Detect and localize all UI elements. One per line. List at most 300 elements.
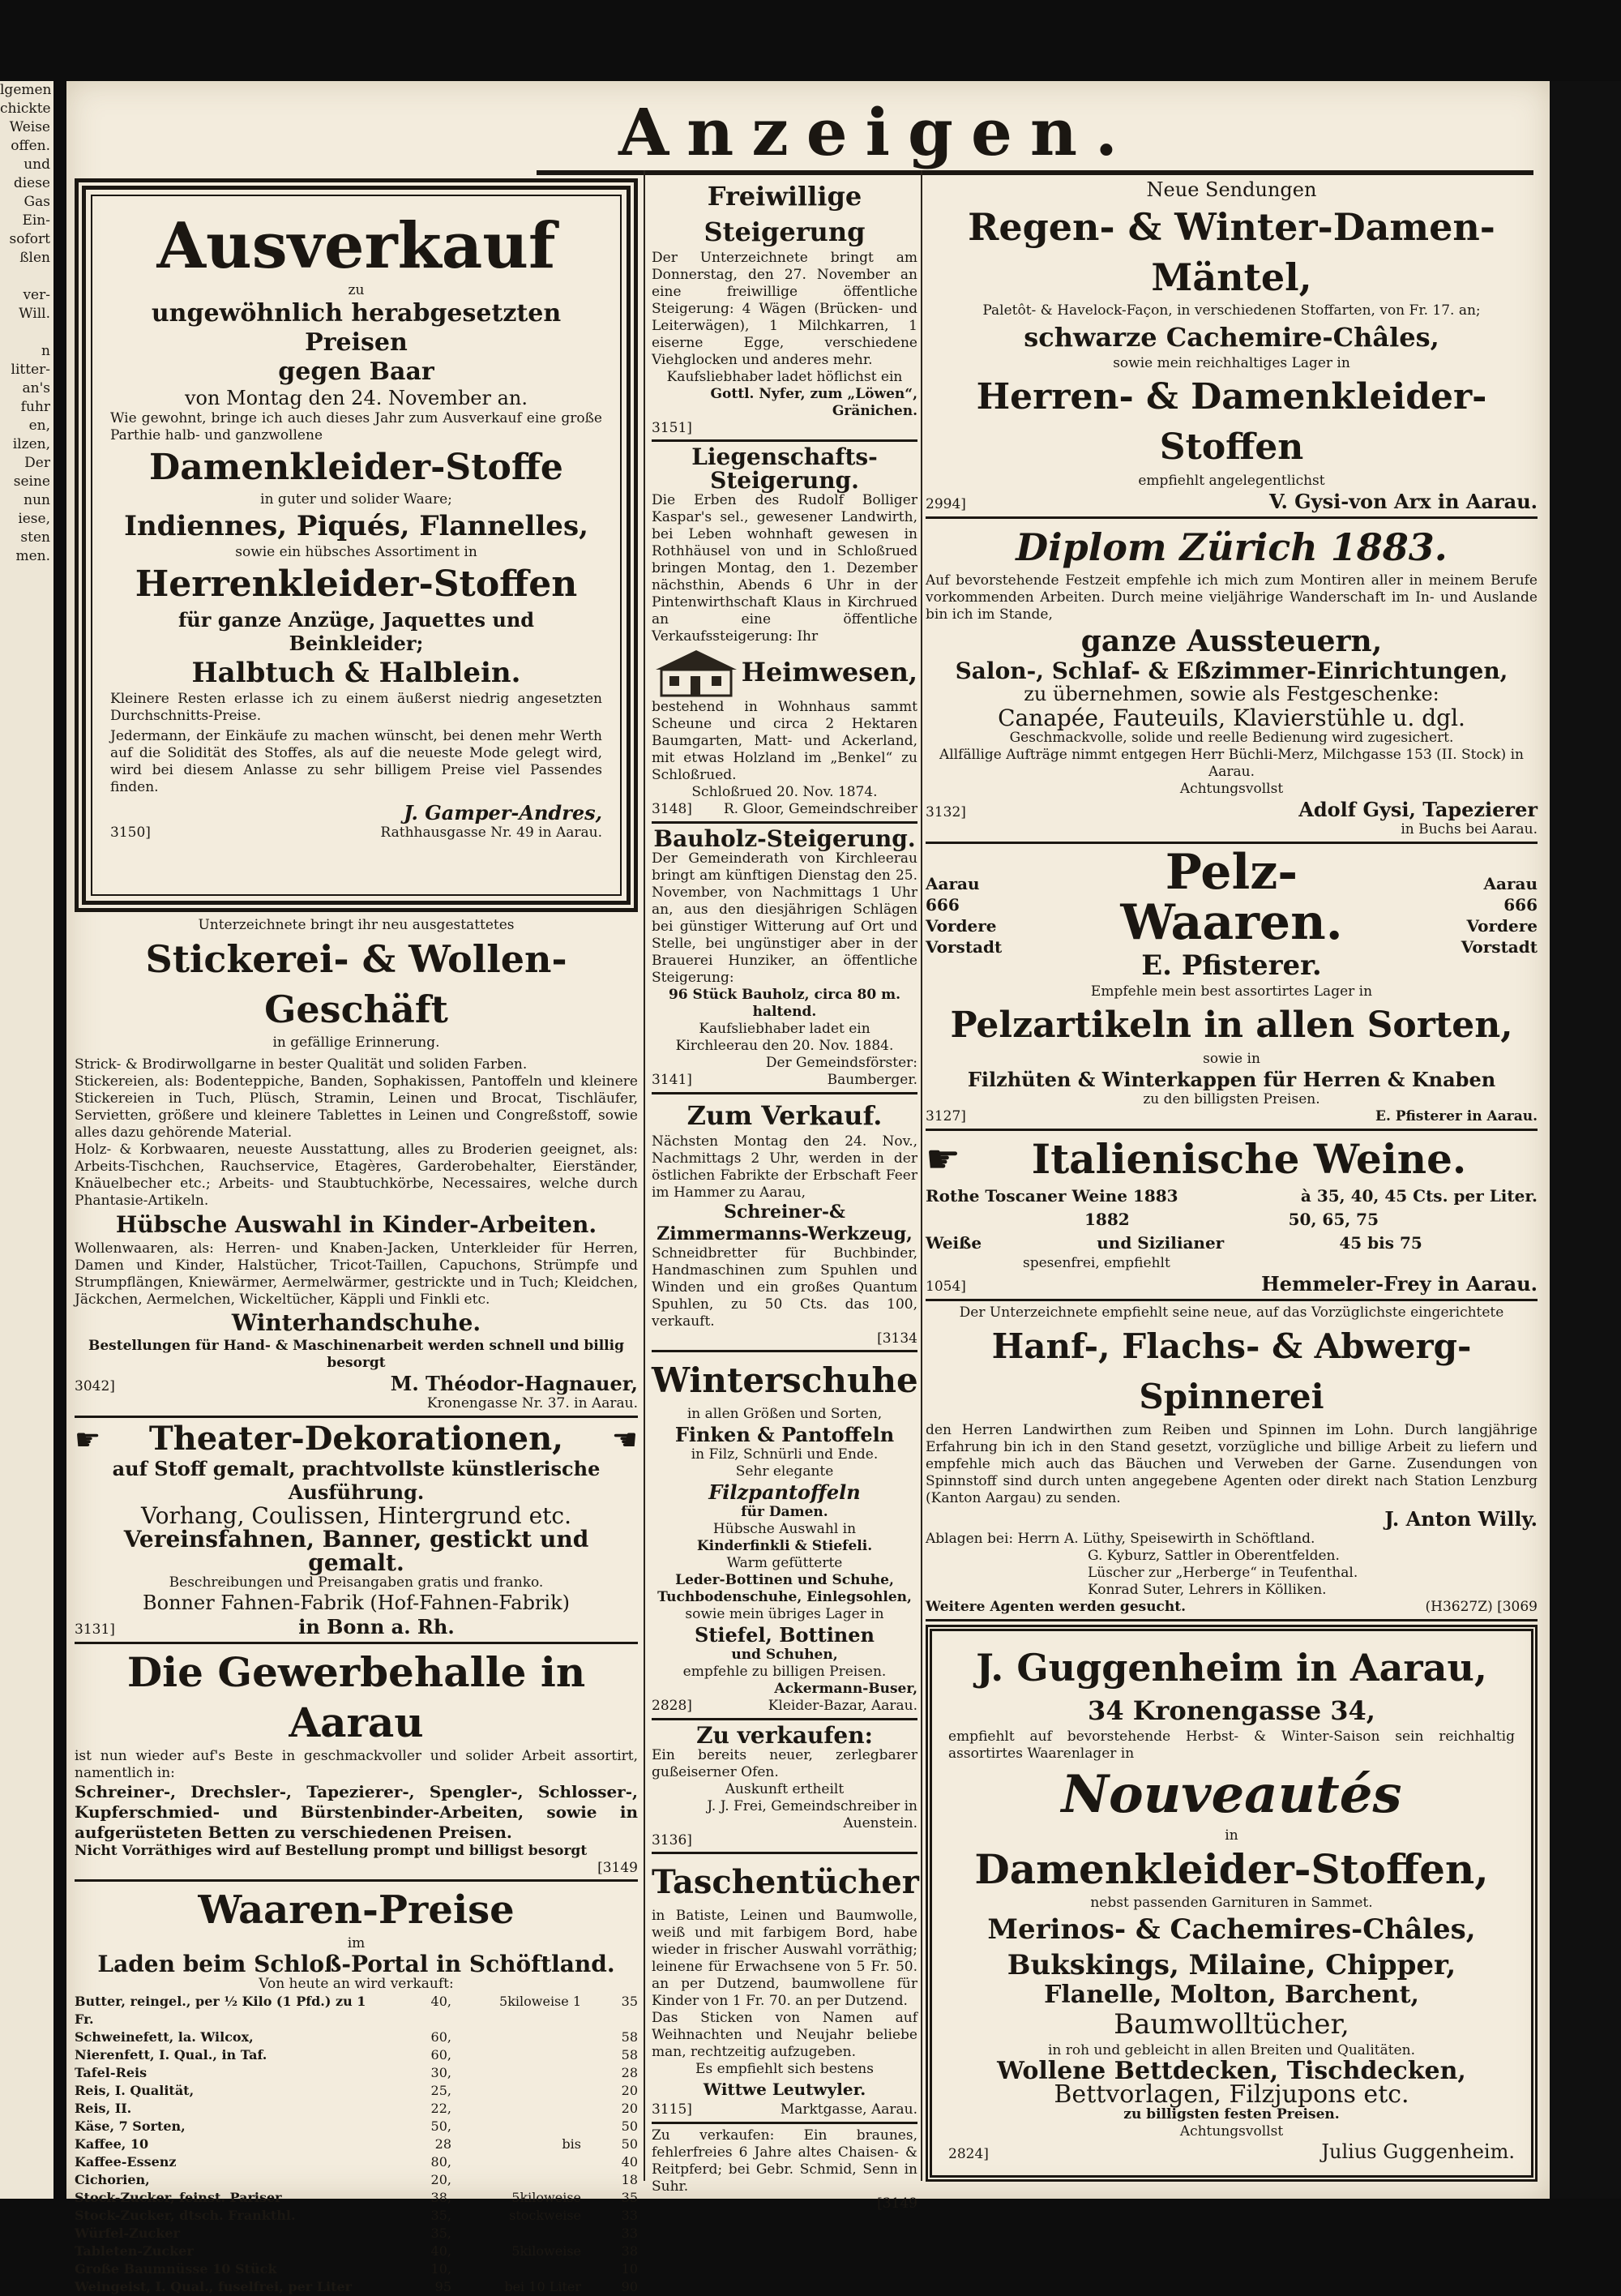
strip-text xyxy=(0,864,53,883)
ad-heading: 34 Kronengasse 34, xyxy=(1088,1695,1375,1726)
ad-text: bestehend in Wohnhaus sammt Scheune und circa 2 Hektaren Baumgarten, Matt- und Ackerland, mit etwas Holzland im „Benkel“ zu Schloßrued. xyxy=(652,699,917,783)
ad-text: nebst passenden Garnituren in Sammet. xyxy=(1090,1895,1373,1911)
price-row xyxy=(75,2278,638,2296)
ad-text: G. Kyburz, Sattler in Oberentfelden. xyxy=(1088,1548,1340,1564)
price-row xyxy=(75,2082,638,2100)
strip-text: iese, xyxy=(18,511,50,527)
price-cell: stockweise xyxy=(509,2208,581,2223)
price-cell: 95 xyxy=(434,2279,451,2294)
price-list xyxy=(75,1993,638,2296)
ad-text: Neue Sendungen xyxy=(1146,178,1317,201)
ad-text: und Schuhen, xyxy=(731,1647,838,1663)
ad-text: Aarau xyxy=(1483,874,1538,893)
strip-text: fuhr xyxy=(20,399,50,415)
strip-text xyxy=(0,790,53,808)
ad-text: Nächsten Montag den 24. Nov., Nachmittags 2 Uhr, werden in der östlichen Fabrikte der Erbschaft Feer im Hammer zu Aarau, xyxy=(652,1133,917,1201)
ad-pelz-waaren xyxy=(926,844,1538,1125)
strip-text: en, xyxy=(28,418,50,434)
ad-signature: J. Gamper-Andres, xyxy=(404,801,602,825)
ad-title: Diplom Zürich 1883. xyxy=(1016,525,1448,569)
ad-number: [3149 xyxy=(597,1860,638,1876)
price-cell: 28 xyxy=(621,2065,638,2080)
ad-text: Leder-Bottinen und Schuhe, xyxy=(675,1572,894,1588)
price-cell: 60, xyxy=(430,2029,451,2045)
ad-separator xyxy=(75,1642,638,1644)
price-cell: 35, xyxy=(430,2225,451,2241)
ad-text: in guter und solider Waare; xyxy=(260,491,452,508)
ad-heading: Herrenkleider-Stoffen xyxy=(135,563,578,605)
price-cell: Butter, reingel., per ½ Kilo (1 Pfd.) zu 1 Fr. xyxy=(75,1994,366,2027)
ad-heading: ganze Aussteuern, xyxy=(1080,624,1383,658)
strip-text: und xyxy=(24,156,50,173)
price-row xyxy=(75,2260,638,2278)
strip-text: Ein- xyxy=(22,212,50,229)
strip-text xyxy=(0,1480,53,1498)
ad-ausverkauf xyxy=(75,178,638,912)
strip-text xyxy=(0,1163,53,1181)
strip-text: chickte xyxy=(0,101,51,117)
price-cell: Nierenfett, I. Qual., in Taf. xyxy=(75,2047,267,2063)
ad-text: empfehle zu billigen Preisen. xyxy=(682,1664,887,1680)
ad-signature: Hemmeler-Frey in Aarau. xyxy=(1261,1272,1538,1296)
strip-text xyxy=(0,1554,53,1573)
price-cell: 90 xyxy=(621,2279,638,2294)
strip-text xyxy=(0,846,53,864)
ad-signature: Julius Guggenheim. xyxy=(1321,2140,1515,2163)
ad-signature: Ackermann-Buser, xyxy=(774,1681,917,1697)
strip-text xyxy=(0,827,53,846)
ad-text: zu den billigsten Preisen. xyxy=(1143,1091,1320,1107)
price-cell: bei 10 Liter xyxy=(504,2279,581,2294)
ad-number: 3042] xyxy=(75,1378,115,1394)
strip-text: ßlen xyxy=(19,250,50,266)
strip-text: Gas xyxy=(24,194,50,210)
ad-text: Zu verkaufen: Ein braunes, fehlerfreies 6 Jahre altes Chaisen- & Reitpferd; bei Gebr. Schmid, Senn in Suhr. xyxy=(652,2127,917,2195)
price-cell: Käse, 7 Sorten, xyxy=(75,2118,186,2134)
ad-signature: M. Théodor-Hagnauer, xyxy=(390,1372,638,1395)
strip-text: ver- xyxy=(23,287,50,303)
ad-text: Auf bevorstehende Festzeit empfehle ich mich zum Montiren aller in meinem Berufe vorkommenden Arbeiten. Durch meine vieljährige Wanderschaft im In- und Auslande bin ich im Stande, xyxy=(926,572,1538,623)
ad-signature: J. Anton Willy. xyxy=(1384,1507,1538,1531)
ad-text: Jedermann, der Einkäufe zu machen wünscht, bei denen mehr Werth auf die Solidität des Stoffes, als auf die neueste Mode gelegt wird, wird bei diesem Anlasse zu sehr billigem Preise viel Passendes finden. xyxy=(110,728,602,795)
strip-text xyxy=(0,1219,53,1237)
ad-freiwillige-steigerung xyxy=(652,178,917,436)
ad-separator xyxy=(926,1129,1538,1131)
price-cell: 18 xyxy=(621,2172,638,2187)
ad-separator xyxy=(926,1299,1538,1301)
ad-text: Wollenwaaren, als: Herren- und Knaben-Jacken, Unterkleider für Herren, Damen und Kinder, Halstücher, Tricot-Taillen, Capuchons, Strümpfe und Strumpflängen, Kniewärmer, Aermelwärmer, gestrickte und in Tuch; Kleidchen, Jäckchen, Aermelchen, Wickeltücher, Käppli und Finkli etc. xyxy=(75,1240,638,1308)
ad-heading: Laden beim Schloß-Portal in Schöftland. xyxy=(97,1951,615,1977)
ad-text: Kaufsliebhaber ladet ein xyxy=(699,1021,870,1037)
ad-text: Nicht Vorräthiges wird auf Bestellung prompt und billigst besorgt xyxy=(75,1843,588,1859)
price-cell: 40, xyxy=(430,2243,451,2259)
column-rule xyxy=(921,170,922,2181)
price-cell xyxy=(451,2118,581,2135)
ad-title: Taschentücher xyxy=(652,1863,919,1901)
price-cell: Würfel-Zucker xyxy=(75,2225,180,2241)
price-row xyxy=(75,2046,638,2064)
ad-stickerei xyxy=(75,917,638,1412)
price-row xyxy=(75,2118,638,2135)
ad-title: Zum Verkauf. xyxy=(686,1100,883,1131)
ad-text: Kaufsliebhaber ladet höflichst ein xyxy=(666,369,903,385)
strip-text: diese xyxy=(13,175,50,191)
ad-heading: Filzpantoffeln xyxy=(708,1480,861,1504)
price-cell: 33 xyxy=(621,2208,638,2223)
price-cell: 10, xyxy=(430,2261,451,2277)
strip-text xyxy=(0,1424,53,1442)
ad-text: empfiehlt angelegentlichst xyxy=(1138,473,1325,489)
newspaper-page xyxy=(66,81,1550,2294)
price-cell: 5kiloweise 1 xyxy=(499,1994,581,2009)
ad-separator xyxy=(652,1852,917,1854)
price-cell: Große Baumnüsse 10 Stück xyxy=(75,2261,277,2277)
price-cell: 5kiloweise xyxy=(511,2243,581,2259)
ad-heading: E. Pfisterer. xyxy=(1141,949,1322,982)
price-cell: 50 xyxy=(621,2118,638,2134)
ad-number: 3150] xyxy=(110,825,151,841)
ad-title: Liegenschafts-Steigerung. xyxy=(691,443,878,494)
ad-text: Hübsche Auswahl in xyxy=(712,1521,857,1537)
price-cell: 35 xyxy=(621,2190,638,2205)
strip-text xyxy=(0,1107,53,1125)
price-row xyxy=(75,2171,638,2189)
price-cell: 30, xyxy=(430,2065,451,2080)
price-cell: 33 xyxy=(621,2225,638,2241)
price-cell xyxy=(451,2171,581,2189)
ad-text: Der Gemeinderath von Kirchleerau bringt am künftigen Dienstag den 25. November, von Nachmittags 1 Uhr an, aus den diesjährigen Schlägen bei günstiger Witterung auf Ort und Stelle, bei ungünstiger aber in der Brauerei Hunziker, an öffentliche Steigerung: xyxy=(652,850,917,986)
strip-text xyxy=(0,1293,53,1312)
ad-number: (H3627Z) [3069 xyxy=(1425,1599,1538,1615)
price-cell: 40, xyxy=(430,1994,451,2009)
price-row xyxy=(75,2135,638,2153)
strip-text: Will. xyxy=(19,306,50,322)
price-cell: Kaffee, 10 xyxy=(75,2136,149,2152)
price-cell: Tafel-Reis xyxy=(75,2065,148,2080)
ad-separator xyxy=(652,2122,917,2124)
strip-text xyxy=(0,640,53,659)
price-cell: Stock-Zucker, feinst. Pariser xyxy=(75,2190,282,2205)
price-cell: Kaffee-Essenz xyxy=(75,2154,177,2170)
price-cell: Reis, I. Qualität, xyxy=(75,2083,195,2098)
strip-text: offen. xyxy=(11,138,50,154)
ad-text: Kleinere Resten erlasse ich zu einem äußerst niedrig angesetzten Durchschnitts-Preise. xyxy=(110,691,602,724)
ad-text: in gefällige Erinnerung. xyxy=(272,1034,440,1051)
column-1 xyxy=(75,178,638,2296)
ad-text: Rothe Toscaner Weine 1883 xyxy=(926,1186,1178,1206)
price-row xyxy=(75,2189,638,2207)
ad-diplom-zuerich xyxy=(926,522,1538,838)
strip-text xyxy=(0,268,53,286)
strip-text xyxy=(0,771,53,790)
strip-text xyxy=(0,1144,53,1163)
ad-text: Tuchbodenschuhe, Einlegsohlen, xyxy=(657,1589,912,1605)
ad-number: 3151] xyxy=(652,420,692,436)
ad-signature: Gottl. Nyfer, zum „Löwen“, Gränichen. xyxy=(710,386,917,419)
ad-text: Bestellungen für Hand- & Maschinenarbeit werden schnell und billig besorgt xyxy=(88,1338,624,1371)
ad-text: Vorhang, Coulissen, Hintergrund etc. xyxy=(141,1502,571,1529)
ad-separator xyxy=(652,1718,917,1720)
ad-heading: Filzhüten & Winterkappen für Herren & Knaben xyxy=(967,1068,1496,1091)
strip-text xyxy=(0,752,53,771)
ad-heading: Flanelle, Molton, Barchent, xyxy=(1044,1981,1419,2009)
ad-text: Ablagen bei: Herrn A. Lüthy, Speisewirth in Schöftland. xyxy=(926,1531,1315,1547)
strip-text xyxy=(0,1181,53,1200)
price-cell: 80, xyxy=(430,2154,451,2170)
ad-signature: V. Gysi-von Arx in Aarau. xyxy=(1269,490,1538,513)
ad-title: Winterschuhe xyxy=(652,1360,918,1400)
strip-text xyxy=(0,659,53,678)
price-cell: 60, xyxy=(430,2047,451,2063)
strip-text xyxy=(0,920,53,939)
ad-text: Schloßrued 20. Nov. 1874. xyxy=(691,784,878,800)
strip-text xyxy=(0,957,53,976)
ad-title: Bauholz-Steigerung. xyxy=(653,825,916,852)
ad-text: 45 bis 75 xyxy=(1339,1233,1422,1253)
ad-heading: Stiefel, Bottinen xyxy=(695,1623,875,1647)
ad-heading: Herren- & Damenkleider-Stoffen xyxy=(976,376,1487,468)
pointing-hand-icon: ☛ xyxy=(75,1424,101,1457)
ad-text: Ein bereits neuer, zerlegbarer gußeiserner Ofen. xyxy=(652,1747,917,1780)
ad-waaren-preise xyxy=(75,1885,638,2296)
ad-italienische-weine xyxy=(926,1134,1538,1296)
price-cell xyxy=(451,2046,581,2064)
ad-text: von Montag den 24. November an. xyxy=(185,387,528,409)
ad-text: in xyxy=(1225,1827,1238,1844)
ad-text: Wie gewohnt, bringe ich auch dieses Jahr zum Ausverkauf eine große Parthie halb- und ganzwollene xyxy=(110,410,602,443)
strip-text xyxy=(0,1330,53,1349)
ad-text: und Sizilianer xyxy=(1097,1233,1225,1253)
ad-heading: Merinos- & Cachemires-Châles, xyxy=(987,1913,1476,1946)
ad-address: Marktgasse, Aarau. xyxy=(780,2101,917,2118)
price-row xyxy=(75,2100,638,2118)
price-cell: Stock-Zucker, dtsch. Frankthl. xyxy=(75,2208,296,2223)
ad-signature: Adolf Gysi, Tapezierer xyxy=(1298,798,1538,821)
ad-text: 1882 xyxy=(1084,1210,1130,1229)
scan-border xyxy=(1550,81,1621,2199)
price-row xyxy=(75,2242,638,2260)
strip-text xyxy=(0,1256,53,1274)
page-title: Anzeigen. xyxy=(618,94,1136,170)
price-cell xyxy=(451,2153,581,2171)
strip-text: ilzen, xyxy=(12,436,50,452)
ad-text: in Filz, Schnürli und Ende. xyxy=(691,1446,879,1463)
ad-title: Stickerei- & Wollen-Geschäft xyxy=(145,937,567,1031)
ad-title: Theater-Dekorationen, xyxy=(148,1420,564,1458)
ad-separator xyxy=(652,439,917,442)
strip-text: lgemen xyxy=(0,82,52,98)
ad-number: 1054] xyxy=(926,1279,966,1295)
ad-text: Es empfiehlt sich bestens xyxy=(695,2061,874,2077)
ad-heading: Baumwolltücher, xyxy=(1114,2008,1349,2041)
strip-text xyxy=(0,1349,53,1368)
ad-text: Kirchleerau den 20. Nov. 1884. xyxy=(675,1038,894,1054)
strip-text xyxy=(0,1498,53,1517)
ad-text: 50, 65, 75 xyxy=(1288,1210,1379,1229)
ad-title: Italienische Weine. xyxy=(1031,1135,1467,1183)
ad-heading: Damenkleider-Stoffe xyxy=(149,447,563,488)
ad-text: à 35, 40, 45 Cts. per Liter. xyxy=(1300,1186,1538,1206)
ad-signature: J. J. Frei, Gemeindschreiber in Auenstein. xyxy=(707,1798,917,1831)
ad-text: Empfehle mein best assortirtes Lager in xyxy=(1090,983,1373,1000)
price-cell: 38 xyxy=(621,2243,638,2259)
ad-winterschuhe xyxy=(652,1356,917,1715)
strip-text: men. xyxy=(15,548,50,564)
ad-text: Unterzeichnete bringt ihr neu ausgestattetes xyxy=(198,917,515,933)
ad-title: J. Guggenheim in Aarau, xyxy=(976,1646,1487,1690)
ad-title: Hanf-, Flachs- & Abwerg-Spinnerei xyxy=(991,1326,1472,1416)
price-cell: 20, xyxy=(430,2172,451,2187)
column-rule xyxy=(644,170,645,2181)
column-3 xyxy=(926,178,1538,2182)
price-cell xyxy=(451,2260,581,2278)
ad-text: in roh und gebleicht in allen Breiten und Qualitäten. xyxy=(1047,2042,1415,2058)
ad-heading: Schreiner-& Zimmermanns-Werkzeug, xyxy=(657,1202,913,1244)
strip-text xyxy=(0,1013,53,1032)
ad-heading: Salon-, Schlaf- & Eßzimmer-Einrichtungen, xyxy=(955,658,1508,684)
ad-text: Vordere Vorstadt xyxy=(926,916,1003,957)
price-cell: 50, xyxy=(430,2118,451,2134)
ad-title: Freiwillige Steigerung xyxy=(704,181,866,247)
ad-heading: Indiennes, Piqués, Flannelles, xyxy=(124,510,588,542)
ad-number: 2994] xyxy=(926,496,966,512)
price-cell: 38, xyxy=(430,2190,451,2205)
strip-text xyxy=(0,585,53,603)
ad-heading: Canapée, Fauteuils, Klavierstühle u. dgl. xyxy=(998,705,1465,731)
ad-text: für Damen. xyxy=(741,1504,828,1520)
ad-text: Weiße xyxy=(926,1233,982,1253)
price-cell: 5kiloweise xyxy=(511,2190,581,2205)
ad-text: Sehr elegante xyxy=(735,1463,834,1480)
ad-heading: Nouveautés xyxy=(1061,1764,1402,1825)
price-cell: 40 xyxy=(621,2154,638,2170)
price-cell: Reis, II. xyxy=(75,2101,132,2116)
price-cell: 22, xyxy=(430,2101,451,2116)
strip-text xyxy=(0,1200,53,1219)
strip-text xyxy=(0,1405,53,1424)
ad-text: ist nun wieder auf's Beste in geschmackvoller und solider Arbeit assortirt, namentlich in: xyxy=(75,1748,638,1781)
ad-text: Das Sticken von Namen auf Weihnachten und Neujahr beliebe man, rechtzeitig aufzugeben. xyxy=(652,2010,917,2060)
pointing-hand-icon: ☚ xyxy=(611,1424,638,1457)
ad-pferd xyxy=(652,2127,917,2212)
ad-number: 3141] xyxy=(652,1072,692,1088)
ad-text: empfiehlt auf bevorstehende Herbst- & Winter-Saison sein reichhaltig assortirtes Waarenlager in xyxy=(948,1728,1515,1762)
strip-text xyxy=(0,902,53,920)
ad-number: 3148] xyxy=(652,801,692,817)
ad-number: 3115] xyxy=(652,2101,692,2118)
price-cell xyxy=(451,2064,581,2082)
ad-address: Kronengasse Nr. 37. in Aarau. xyxy=(426,1395,638,1411)
strip-text xyxy=(0,976,53,995)
ad-text: Kinderfinkli & Stiefeli. xyxy=(696,1538,873,1554)
ad-heading: Heimwesen, xyxy=(741,657,917,688)
ad-text: spesenfrei, empfiehlt xyxy=(1023,1255,1170,1271)
price-row xyxy=(75,2225,638,2242)
ad-guggenheim xyxy=(926,1625,1538,2182)
ad-text: Weitere Agenten werden gesucht. xyxy=(926,1599,1187,1615)
ad-text: für ganze Anzüge, Jaquettes und Beinkleider; xyxy=(177,608,535,655)
pointing-hand-icon: ☛ xyxy=(926,1137,961,1182)
ad-separator xyxy=(652,1350,917,1352)
strip-text: sten xyxy=(20,529,50,546)
strip-text: sofort xyxy=(9,231,50,247)
strip-text xyxy=(0,1069,53,1088)
ad-text: in allen Größen und Sorten, xyxy=(686,1406,883,1422)
price-row xyxy=(75,2207,638,2225)
strip-text xyxy=(0,1461,53,1480)
ad-heading: Finken & Pantoffeln xyxy=(674,1423,895,1446)
ad-taschentuecher xyxy=(652,1857,917,2118)
ad-text: Achtungsvollst xyxy=(1179,781,1284,797)
ad-text: 666 xyxy=(1503,895,1538,915)
ad-signature: Wittwe Leutwyler. xyxy=(703,2080,866,2099)
ad-text: 96 Stück Bauholz, circa 80 m. haltend. xyxy=(668,987,901,1020)
strip-text xyxy=(0,1386,53,1405)
ad-zu-verkaufen xyxy=(652,1724,917,1848)
strip-text xyxy=(0,883,53,902)
title-rule xyxy=(537,170,1533,175)
strip-text xyxy=(0,678,53,696)
price-cell: 20 xyxy=(621,2101,638,2116)
strip-text: seine xyxy=(13,473,50,490)
ad-text: sowie mein übriges Lager in xyxy=(685,1606,884,1622)
ad-title: Waaren-Preise xyxy=(198,1887,515,1933)
house-illustration xyxy=(652,645,741,699)
ad-text: Beschreibungen und Preisangaben gratis und franko. xyxy=(169,1574,544,1591)
ad-heading: Halbtuch & Halblein. xyxy=(191,657,521,689)
ad-text: Vereinsfahnen, Banner, gestickt und gemalt. xyxy=(123,1526,589,1576)
ad-address: in Buchs bei Aarau. xyxy=(1401,821,1538,837)
strip-text xyxy=(0,696,53,715)
strip-text xyxy=(0,323,53,342)
strip-text xyxy=(0,1517,53,1536)
strip-text xyxy=(0,1442,53,1461)
price-cell: Cichorien, xyxy=(75,2172,150,2187)
price-cell: 35 xyxy=(621,1994,638,2009)
strip-text xyxy=(0,1312,53,1330)
ad-text: Der Gemeindsförster: xyxy=(765,1055,917,1071)
ad-text: auf Stoff gemalt, prachtvollste künstlerische Ausführung. xyxy=(112,1457,601,1504)
ad-separator xyxy=(926,516,1538,519)
ad-text: Stickereien, als: Bodenteppiche, Banden, Sophakissen, Pantoffeln und kleinere Stickereien in Tuch, Plüsch, Stramin, Leinen und Brocat, Tischläufer, Servietten, größere und kleinere Tablettes in Leinen und Congreßstoff, sowie alles dazu gehörende Material. xyxy=(75,1073,638,1141)
price-cell xyxy=(451,2028,581,2046)
ad-number: [3149 xyxy=(877,2195,917,2212)
strip-text xyxy=(0,1032,53,1051)
price-cell: 10 xyxy=(621,2261,638,2277)
ad-heading: Bettvorlagen, Filzjupons etc. xyxy=(1054,2080,1409,2109)
price-row xyxy=(75,1993,638,2028)
ad-title: Pelz-Waaren. xyxy=(1120,844,1343,951)
ad-separator xyxy=(75,1879,638,1882)
ad-separator xyxy=(75,1416,638,1418)
price-cell xyxy=(451,2100,581,2118)
strip-text: an's xyxy=(22,380,50,396)
price-cell xyxy=(451,2225,581,2242)
price-cell: Schweinefett, la. Wilcox, xyxy=(75,2029,254,2045)
ad-heading: Winterhandschuhe. xyxy=(231,1309,481,1336)
strip-text xyxy=(0,734,53,752)
strip-text: n xyxy=(41,343,50,359)
strip-text xyxy=(0,1125,53,1144)
strip-text: litter- xyxy=(11,362,50,378)
strip-text xyxy=(0,1051,53,1069)
strip-text xyxy=(0,622,53,640)
ad-heading: schwarze Cachemire-Châles, xyxy=(1024,322,1439,353)
ad-separator xyxy=(926,1619,1538,1621)
ad-text: Lüscher zur „Herberge“ in Teufenthal. xyxy=(1088,1565,1358,1581)
ad-text: Achtungsvollst xyxy=(1179,2123,1284,2140)
ad-gysi-maentel xyxy=(926,178,1538,513)
